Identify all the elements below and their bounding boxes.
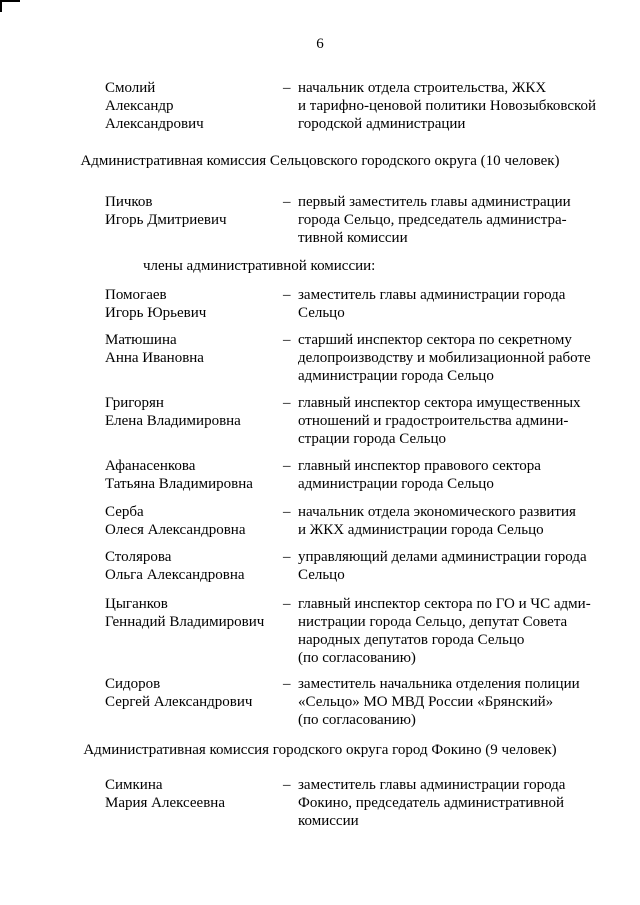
page-number: 6: [316, 36, 324, 52]
dash: –: [283, 549, 291, 565]
dash: –: [283, 676, 291, 692]
dash: –: [283, 596, 291, 612]
dash: –: [283, 332, 291, 348]
member-role: заместитель главы администрации города Фокино, председатель административной комиссии: [298, 777, 566, 829]
dash: –: [283, 458, 291, 474]
member-role: начальник отдела экономического развития и ЖКХ администрации города Сельцо: [298, 504, 576, 538]
dash: –: [283, 395, 291, 411]
dash: –: [283, 777, 291, 793]
commission-heading: Административная комиссия Сельцовского городского округа (10 человек): [80, 153, 560, 169]
member-name: Григорян Елена Владимировна: [105, 395, 241, 429]
member-name: Симкина Мария Алексеевна: [105, 777, 225, 811]
member-role: заместитель главы администрации города Сельцо: [298, 287, 566, 321]
member-name: Цыганков Геннадий Владимирович: [105, 596, 265, 630]
member-name: Сидоров Сергей Александрович: [105, 676, 253, 710]
dash: –: [283, 287, 291, 303]
dash: –: [283, 194, 291, 210]
page-corner-mark: [0, 0, 20, 12]
members-subheading: члены административной комиссии:: [143, 258, 376, 274]
member-role: главный инспектор правового сектора администрации города Сельцо: [298, 458, 541, 492]
member-role: первый заместитель главы администрации города Сельцо, председатель администра- тивной комиссии: [298, 194, 571, 246]
commission-heading: Административная комиссия городского округа город Фокино (9 человек): [83, 742, 557, 758]
member-name: Помогаев Игорь Юрьевич: [105, 287, 207, 321]
dash: –: [283, 504, 291, 520]
member-role: главный инспектор сектора по ГО и ЧС адми- нистрации города Сельцо, депутат Совета народных депутатов города Сельцо (по согласованию): [298, 596, 591, 666]
member-name: Пичков Игорь Дмитриевич: [105, 194, 227, 228]
dash: –: [283, 80, 291, 96]
member-name: Матюшина Анна Ивановна: [105, 332, 204, 366]
member-name: Смолий Александр Александрович: [105, 80, 204, 132]
member-name: Серба Олеся Александровна: [105, 504, 246, 538]
member-role: управляющий делами администрации города Сельцо: [298, 549, 587, 583]
member-name: Афанасенкова Татьяна Владимировна: [105, 458, 253, 492]
member-role: старший инспектор сектора по секретному делопроизводству и мобилизационной работе администрации города Сельцо: [298, 332, 591, 384]
member-role: начальник отдела строительства, ЖКХ и тарифно-ценовой политики Новозыбковской городской администрации: [298, 80, 597, 132]
member-role: заместитель начальника отделения полиции «Сельцо» МО МВД России «Брянский» (по согласованию): [298, 676, 580, 728]
member-role: главный инспектор сектора имущественных отношений и градостроительства админи- страции города Сельцо: [298, 395, 581, 447]
member-name: Столярова Ольга Александровна: [105, 549, 245, 583]
